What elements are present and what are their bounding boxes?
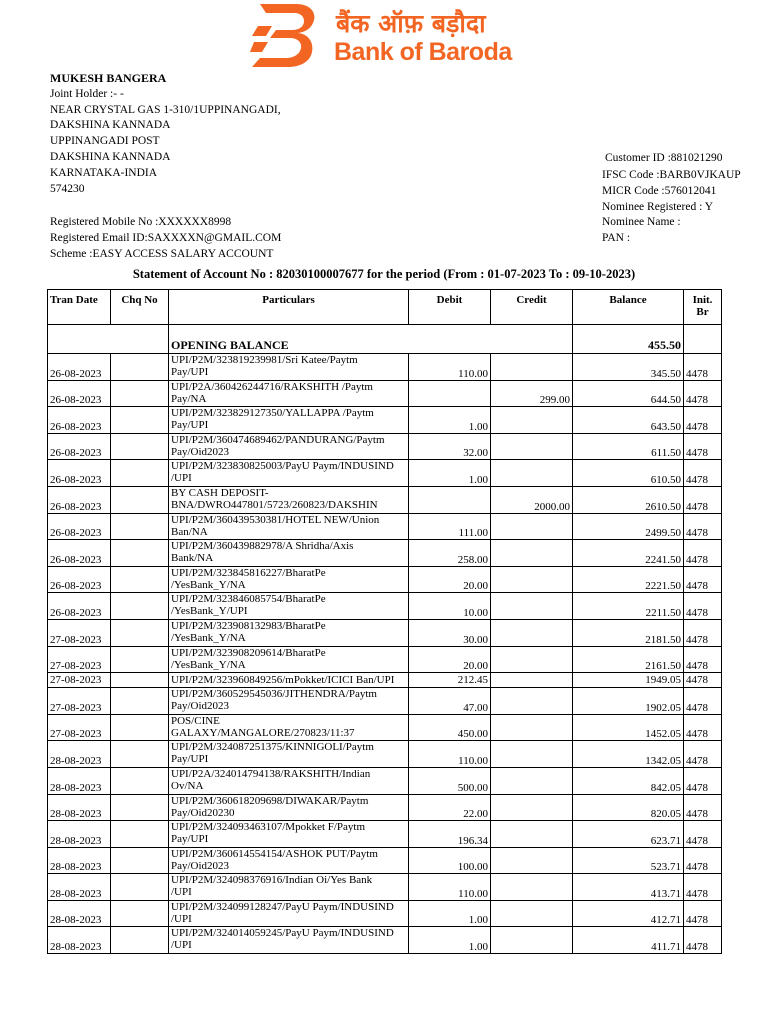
credit-cell	[491, 460, 573, 487]
ifsc-code: IFSC Code :BARB0VJKAUP	[602, 169, 741, 181]
table-row	[48, 513, 722, 540]
init-br-cell: 4478	[684, 380, 722, 407]
debit-cell: 100.00	[409, 847, 491, 874]
tran-date-cell: 27-08-2023	[48, 688, 111, 715]
table-row	[48, 741, 722, 768]
particulars-line: UPI/P2M/324099128247/PayU Paym/INDUSIND	[171, 900, 394, 913]
particulars-cell	[169, 688, 409, 715]
address-line: KARNATAKA-INDIA	[50, 166, 158, 179]
init-br-cell: 4478	[684, 794, 722, 821]
tran-date-cell: 26-08-2023	[48, 540, 111, 567]
credit-cell	[491, 847, 573, 874]
credit-cell: 299.00	[491, 380, 573, 407]
particulars-line: /YesBank_Y/UPI	[171, 605, 248, 618]
header-chq-no: Chq No	[111, 290, 169, 325]
balance-cell: 411.71	[573, 927, 684, 954]
particulars-line: BNA/DWRO447801/5723/260823/DAKSHIN	[171, 498, 378, 511]
init-br-cell: 4478	[684, 566, 722, 593]
chq-no-cell	[111, 619, 169, 646]
tran-date-cell: 27-08-2023	[48, 619, 111, 646]
tran-date-cell: 26-08-2023	[48, 513, 111, 540]
address-line: 574230	[50, 182, 85, 195]
particulars-line: UPI/P2M/323908209614/BharatPe	[171, 646, 326, 659]
init-br-cell: 4478	[684, 540, 722, 567]
init-br-cell: 4478	[684, 767, 722, 794]
table-row	[48, 714, 722, 741]
statement-title: Statement of Account No : 82030100007677 for the period (From : 01-07-2023 To : 09-10-2023)	[132, 267, 636, 281]
chq-no-cell	[111, 380, 169, 407]
table-row	[48, 354, 722, 381]
tran-date-cell: 26-08-2023	[48, 433, 111, 460]
particulars-line: UPI/P2M/323829127350/YALLAPPA /Paytm	[171, 407, 374, 420]
particulars-cell	[169, 593, 409, 620]
tran-date-cell: 28-08-2023	[48, 900, 111, 927]
particulars-cell	[169, 874, 409, 901]
tran-date-cell: 28-08-2023	[48, 847, 111, 874]
credit-cell	[491, 433, 573, 460]
particulars-line: Pay/Oid20230	[171, 806, 235, 819]
particulars-line: UPI/P2M/360439882978/A Shridha/Axis	[171, 540, 354, 553]
debit-cell: 1.00	[409, 407, 491, 434]
debit-cell: 32.00	[409, 433, 491, 460]
header-tran-date: Tran Date	[48, 290, 111, 325]
credit-cell	[491, 354, 573, 381]
debit-cell: 212.45	[409, 673, 491, 688]
particulars-line: Pay/Oid2023	[171, 859, 230, 872]
particulars-line: /UPI	[171, 472, 192, 485]
particulars-cell	[169, 767, 409, 794]
chq-no-cell	[111, 927, 169, 954]
particulars-line: Pay/UPI	[171, 753, 209, 766]
particulars-cell	[169, 673, 409, 688]
balance-cell: 2161.50	[573, 646, 684, 673]
balance-cell: 413.71	[573, 874, 684, 901]
credit-cell	[491, 714, 573, 741]
chq-no-cell	[111, 794, 169, 821]
joint-holder: Joint Holder :- -	[50, 87, 124, 100]
table-row	[48, 688, 722, 715]
particulars-line: UPI/P2M/324098376916/Indian Oi/Yes Bank	[171, 874, 373, 887]
particulars-cell	[169, 619, 409, 646]
chq-no-cell	[111, 673, 169, 688]
init-br-cell: 4478	[684, 874, 722, 901]
customer-name: MUKESH BANGERA	[50, 71, 167, 85]
particulars-line: Ov/NA	[171, 779, 204, 792]
header-credit: Credit	[491, 290, 573, 325]
particulars-line: UPI/P2M/323819239981/Sri Katee/Paytm	[171, 354, 358, 366]
particulars-cell	[169, 354, 409, 381]
particulars-cell	[169, 794, 409, 821]
debit-cell: 1.00	[409, 927, 491, 954]
debit-cell: 1.00	[409, 900, 491, 927]
particulars-line: POS/CINE	[171, 714, 220, 727]
registered-mobile: Registered Mobile No :XXXXXX8998	[50, 216, 232, 228]
debit-cell: 20.00	[409, 566, 491, 593]
particulars-line: Ban/NA	[171, 525, 208, 538]
init-br-cell: 4478	[684, 407, 722, 434]
table-row	[48, 433, 722, 460]
header-debit: Debit	[409, 290, 491, 325]
init-br-cell: 4478	[684, 619, 722, 646]
credit-cell	[491, 540, 573, 567]
balance-cell: 2181.50	[573, 619, 684, 646]
particulars-cell	[169, 927, 409, 954]
table-row	[48, 619, 722, 646]
address-line: DAKSHINA KANNADA	[50, 150, 171, 163]
balance-cell: 2610.50	[573, 486, 684, 513]
balance-cell: 643.50	[573, 407, 684, 434]
table-row	[48, 927, 722, 954]
debit-cell: 111.00	[409, 513, 491, 540]
table-row	[48, 794, 722, 821]
debit-cell: 20.00	[409, 646, 491, 673]
particulars-line: UPI/P2M/360439530381/HOTEL NEW/Union	[171, 513, 380, 526]
opening-balance-row	[48, 325, 722, 354]
init-br-cell: 4478	[684, 513, 722, 540]
contact-block	[50, 215, 281, 262]
nominee-name: Nominee Name :	[602, 216, 681, 229]
particulars-line: Pay/UPI	[171, 419, 209, 432]
particulars-line: UPI/P2M/323960849256/mPokket/ICICI Ban/UPI	[171, 674, 395, 687]
chq-no-cell	[111, 714, 169, 741]
debit-cell: 22.00	[409, 794, 491, 821]
tran-date-cell: 26-08-2023	[48, 566, 111, 593]
credit-cell	[491, 900, 573, 927]
particulars-cell	[169, 646, 409, 673]
tran-date-cell: 27-08-2023	[48, 646, 111, 673]
particulars-cell	[169, 486, 409, 513]
micr-code: MICR Code :576012041	[602, 184, 717, 197]
particulars-line: /UPI	[171, 886, 192, 899]
opening-balance-label: OPENING BALANCE	[169, 325, 573, 354]
table-row	[48, 407, 722, 434]
bank-name-english: Bank of Baroda	[334, 38, 512, 66]
tran-date-cell: 28-08-2023	[48, 741, 111, 768]
balance-cell: 1452.05	[573, 714, 684, 741]
balance-cell: 523.71	[573, 847, 684, 874]
debit-cell	[409, 486, 491, 513]
particulars-line: /UPI	[171, 912, 192, 925]
particulars-cell	[169, 460, 409, 487]
particulars-line: /YesBank_Y/NA	[171, 631, 246, 644]
tran-date-cell: 28-08-2023	[48, 767, 111, 794]
debit-cell	[409, 380, 491, 407]
balance-cell: 1342.05	[573, 741, 684, 768]
particulars-cell	[169, 714, 409, 741]
debit-cell: 10.00	[409, 593, 491, 620]
particulars-line: Pay/NA	[171, 392, 207, 405]
debit-cell: 110.00	[409, 354, 491, 381]
chq-no-cell	[111, 433, 169, 460]
init-br-cell: 4478	[684, 460, 722, 487]
particulars-line: UPI/P2M/360618209698/DIWAKAR/Paytm	[171, 794, 369, 807]
address-line: DAKSHINA KANNADA	[50, 119, 171, 132]
debit-cell: 1.00	[409, 460, 491, 487]
credit-cell	[491, 513, 573, 540]
tran-date-cell: 28-08-2023	[48, 927, 111, 954]
credit-cell	[491, 927, 573, 954]
particulars-line: Pay/Oid2023	[171, 700, 230, 713]
credit-cell	[491, 874, 573, 901]
chq-no-cell	[111, 513, 169, 540]
credit-cell	[491, 619, 573, 646]
credit-cell	[491, 593, 573, 620]
particulars-line: Pay/UPI	[171, 366, 209, 378]
init-br-cell: 4478	[684, 900, 722, 927]
tran-date-cell: 26-08-2023	[48, 380, 111, 407]
table-row	[48, 847, 722, 874]
debit-cell: 47.00	[409, 688, 491, 715]
debit-cell: 450.00	[409, 714, 491, 741]
chq-no-cell	[111, 460, 169, 487]
balance-cell: 345.50	[573, 354, 684, 381]
address-line: NEAR CRYSTAL GAS 1-310/1UPPINANGADI,	[50, 103, 281, 116]
particulars-line: Bank/NA	[171, 552, 214, 565]
header-balance: Balance	[573, 290, 684, 325]
registered-email: Registered Email ID:SAXXXXN@GMAIL.COM	[50, 231, 282, 244]
tran-date-cell: 28-08-2023	[48, 794, 111, 821]
particulars-line: Pay/UPI	[171, 833, 209, 846]
transactions-table	[47, 289, 722, 954]
init-br-cell: 4478	[684, 741, 722, 768]
pan: PAN :	[602, 232, 631, 245]
chq-no-cell	[111, 354, 169, 381]
particulars-cell	[169, 741, 409, 768]
balance-cell: 842.05	[573, 767, 684, 794]
particulars-line: UPI/P2A/360426244716/RAKSHITH /Paytm	[171, 380, 373, 393]
table-row	[48, 673, 722, 688]
balance-cell: 2211.50	[573, 593, 684, 620]
init-br-cell: 4478	[684, 354, 722, 381]
tran-date-cell: 28-08-2023	[48, 821, 111, 848]
init-br-cell: 4478	[684, 646, 722, 673]
balance-cell: 2221.50	[573, 566, 684, 593]
init-br-cell: 4478	[684, 593, 722, 620]
table-row	[48, 821, 722, 848]
credit-cell	[491, 741, 573, 768]
init-br-cell: 4478	[684, 688, 722, 715]
header-particulars: Particulars	[169, 290, 409, 325]
chq-no-cell	[111, 540, 169, 567]
balance-cell: 623.71	[573, 821, 684, 848]
credit-cell	[491, 688, 573, 715]
particulars-line: UPI/P2M/323845816227/BharatPe	[171, 566, 326, 579]
credit-cell	[491, 407, 573, 434]
account-scheme: Scheme :EASY ACCESS SALARY ACCOUNT	[50, 247, 274, 260]
chq-no-cell	[111, 688, 169, 715]
credit-cell	[491, 794, 573, 821]
debit-cell: 258.00	[409, 540, 491, 567]
chq-no-cell	[111, 646, 169, 673]
balance-cell: 412.71	[573, 900, 684, 927]
opening-balance-value: 455.50	[573, 325, 684, 354]
table-row	[48, 900, 722, 927]
chq-no-cell	[111, 407, 169, 434]
init-br-cell: 4478	[684, 486, 722, 513]
bank-of-baroda-logo-icon	[250, 2, 330, 68]
credit-cell	[491, 566, 573, 593]
table-row	[48, 646, 722, 673]
customer-id: Customer ID :881021290	[605, 152, 723, 164]
particulars-line: Pay/Oid2023	[171, 445, 230, 458]
account-info-block	[602, 168, 741, 247]
particulars-line: /YesBank_Y/NA	[171, 658, 246, 671]
address-line: UPPINANGADI POST	[50, 135, 160, 148]
tran-date-cell: 26-08-2023	[48, 407, 111, 434]
particulars-cell	[169, 407, 409, 434]
credit-cell	[491, 767, 573, 794]
nominee-registered: Nominee Registered : Y	[602, 200, 714, 213]
particulars-line: UPI/P2M/324087251375/KINNIGOLI/Paytm	[171, 741, 374, 754]
balance-cell: 644.50	[573, 380, 684, 407]
tran-date-cell: 26-08-2023	[48, 354, 111, 381]
credit-cell	[491, 673, 573, 688]
table-row	[48, 460, 722, 487]
chq-no-cell	[111, 821, 169, 848]
table-row	[48, 874, 722, 901]
chq-no-cell	[111, 847, 169, 874]
init-br-cell: 4478	[684, 821, 722, 848]
credit-cell	[491, 646, 573, 673]
init-br-cell: 4478	[684, 714, 722, 741]
debit-cell: 500.00	[409, 767, 491, 794]
particulars-line: UPI/P2M/324093463107/Mpokket F/Paytm	[171, 821, 366, 834]
bank-logo	[250, 2, 515, 70]
chq-no-cell	[111, 767, 169, 794]
chq-no-cell	[111, 874, 169, 901]
tran-date-cell: 26-08-2023	[48, 486, 111, 513]
balance-cell: 611.50	[573, 433, 684, 460]
particulars-line: UPI/P2M/323908132983/BharatPe	[171, 619, 326, 632]
particulars-cell	[169, 566, 409, 593]
debit-cell: 110.00	[409, 741, 491, 768]
init-br-cell: 4478	[684, 927, 722, 954]
balance-cell: 820.05	[573, 794, 684, 821]
credit-cell: 2000.00	[491, 486, 573, 513]
particulars-line: UPI/P2M/360474689462/PANDURANG/Paytm	[171, 433, 385, 446]
particulars-line: UPI/P2A/324014794138/RAKSHITH/Indian	[171, 767, 371, 780]
balance-cell: 1902.05	[573, 688, 684, 715]
table-row	[48, 540, 722, 567]
tran-date-cell: 28-08-2023	[48, 874, 111, 901]
init-br-cell: 4478	[684, 847, 722, 874]
chq-no-cell	[111, 900, 169, 927]
particulars-cell	[169, 380, 409, 407]
particulars-line: UPI/P2M/360614554154/ASHOK PUT/Paytm	[171, 847, 378, 860]
balance-cell: 2499.50	[573, 513, 684, 540]
particulars-cell	[169, 821, 409, 848]
chq-no-cell	[111, 741, 169, 768]
table-row	[48, 593, 722, 620]
chq-no-cell	[111, 486, 169, 513]
chq-no-cell	[111, 566, 169, 593]
chq-no-cell	[111, 593, 169, 620]
balance-cell: 2241.50	[573, 540, 684, 567]
table-header-row	[48, 290, 722, 325]
tran-date-cell: 26-08-2023	[48, 460, 111, 487]
customer-address-block	[50, 71, 281, 197]
table-row	[48, 486, 722, 513]
particulars-line: UPI/P2M/323846085754/BharatPe	[171, 593, 326, 606]
particulars-cell	[169, 900, 409, 927]
particulars-cell	[169, 847, 409, 874]
tran-date-cell: 26-08-2023	[48, 593, 111, 620]
particulars-cell	[169, 513, 409, 540]
debit-cell: 30.00	[409, 619, 491, 646]
balance-cell: 1949.05	[573, 673, 684, 688]
debit-cell: 196.34	[409, 821, 491, 848]
table-row	[48, 566, 722, 593]
particulars-line: GALAXY/MANGALORE/270823/11:37	[171, 726, 355, 739]
tran-date-cell: 27-08-2023	[48, 714, 111, 741]
header-init-br: Init. Br	[684, 290, 722, 325]
debit-cell: 110.00	[409, 874, 491, 901]
particulars-line: UPI/P2M/360529545036/JITHENDRA/Paytm	[171, 688, 377, 701]
credit-cell	[491, 821, 573, 848]
init-br-cell: 4478	[684, 433, 722, 460]
particulars-line: /YesBank_Y/NA	[171, 578, 246, 591]
init-br-cell: 4478	[684, 673, 722, 688]
bank-name-hindi: बैंक ऑफ़ बड़ौदा	[336, 9, 486, 38]
particulars-line: /UPI	[171, 939, 192, 952]
particulars-line: UPI/P2M/323830825003/PayU Paym/INDUSIND	[171, 460, 394, 473]
particulars-line: UPI/P2M/324014059245/PayU Paym/INDUSIND	[171, 927, 394, 940]
table-row	[48, 380, 722, 407]
particulars-line: BY CASH DEPOSIT-	[171, 486, 269, 499]
balance-cell: 610.50	[573, 460, 684, 487]
particulars-cell	[169, 540, 409, 567]
table-row	[48, 767, 722, 794]
tran-date-cell: 27-08-2023	[48, 673, 111, 688]
particulars-cell	[169, 433, 409, 460]
